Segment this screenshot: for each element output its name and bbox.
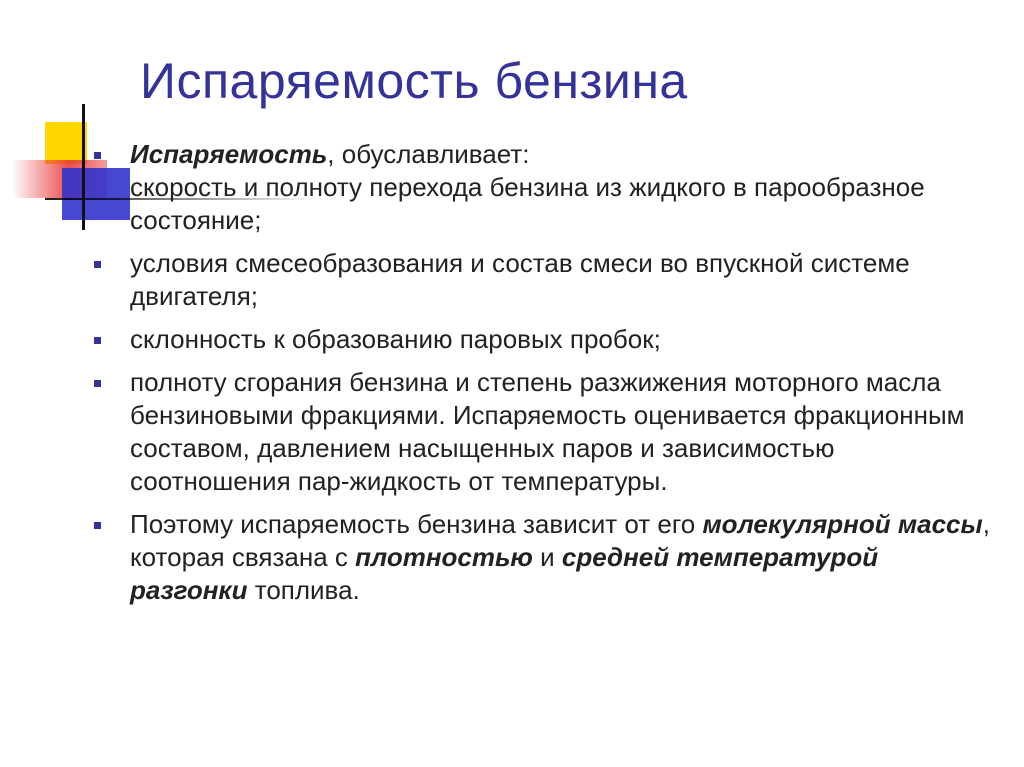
square-bullet-icon <box>94 380 101 387</box>
emphasis-text: средней температурой разгонки <box>130 542 879 605</box>
list-item <box>90 508 990 607</box>
list-item-text <box>130 324 661 354</box>
text-run: , обуславливает: <box>327 139 530 169</box>
square-bullet-icon <box>94 337 101 344</box>
square-bullet-icon <box>94 522 101 529</box>
text-run: полноту сгорания бензина и степень разжижения моторного масла бензиновыми фракциями. Испаряемость оценивается фракционным составом, давлением насыщенных паров и зависимостью соотношения пар-жидкость от температуры. <box>130 367 965 496</box>
emphasis-text: молекулярной массы <box>702 509 983 539</box>
list-item <box>90 171 990 237</box>
text-run: склонность к образованию паровых пробок; <box>130 324 661 354</box>
list-item <box>90 138 990 171</box>
list-item-text <box>130 367 965 496</box>
list-item-text <box>130 248 910 311</box>
text-run: условия смесеобразования и состав смеси во впускной системе двигателя; <box>130 248 910 311</box>
slide-title: Испаряемость бензина <box>140 53 688 109</box>
emphasis-text: Испаряемость <box>130 139 328 169</box>
text-run: Поэтому испаряемость бензина зависит от его <box>130 509 703 539</box>
emphasis-text: плотностью <box>355 542 533 572</box>
list-item-text <box>130 172 925 235</box>
list-item-text <box>130 139 529 169</box>
square-bullet-icon <box>94 261 101 268</box>
list-item <box>90 247 990 313</box>
bullet-list <box>90 138 990 617</box>
list-item-text <box>130 509 990 605</box>
text-run: топлива. <box>247 575 360 605</box>
text-run: , которая связана с <box>130 509 990 572</box>
list-item <box>90 323 990 356</box>
text-run: и <box>532 542 562 572</box>
square-bullet-icon <box>94 152 101 159</box>
list-item <box>90 366 990 498</box>
text-run: скорость и полноту перехода бензина из жидкого в парообразное состояние; <box>130 172 925 235</box>
